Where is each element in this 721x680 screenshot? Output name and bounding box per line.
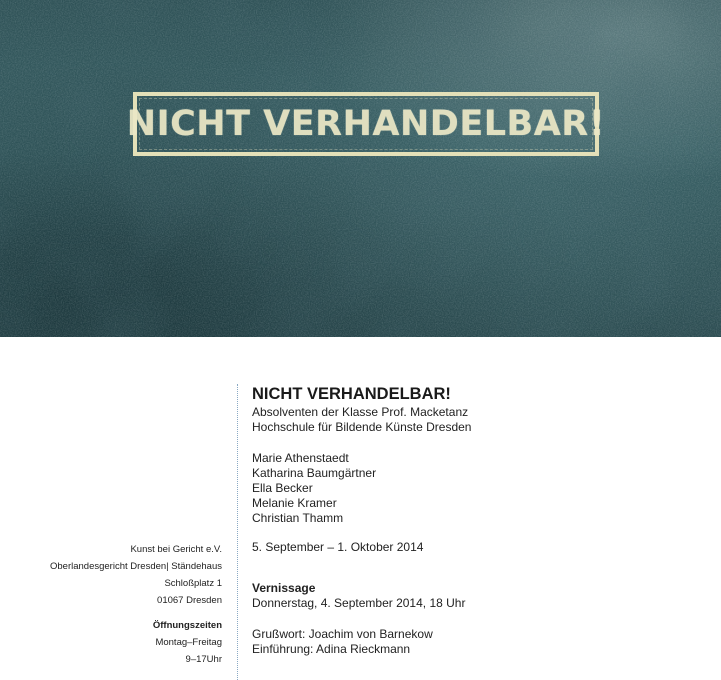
artist-name: Melanie Kramer bbox=[252, 496, 337, 510]
exhibition-title: NICHT VERHANDELBAR! bbox=[252, 385, 451, 403]
stamp-frame bbox=[126, 92, 606, 156]
vernissage-label: Vernissage bbox=[252, 581, 316, 595]
artist-name: Marie Athenstaedt bbox=[252, 451, 349, 465]
vernissage-date: Donnerstag, 4. September 2014, 18 Uhr bbox=[252, 596, 466, 610]
artist-list bbox=[252, 451, 471, 526]
exhibition-dates: 5. September – 1. Oktober 2014 bbox=[252, 540, 424, 554]
subtitle-class: Absolventen der Klasse Prof. Macketanz bbox=[252, 405, 469, 419]
banner-texture bbox=[0, 0, 721, 337]
exhibition-info bbox=[252, 384, 471, 657]
stamp-text: NICHT VERHANDELBAR! bbox=[126, 104, 606, 144]
opening-hours: 9–17Uhr bbox=[185, 654, 222, 665]
greeting-speaker: Grußwort: Joachim von Barnekow bbox=[252, 627, 433, 641]
opening-days: Montag–Freitag bbox=[155, 637, 222, 648]
dotted-divider bbox=[237, 384, 238, 680]
venue-city: 01067 Dresden bbox=[157, 595, 222, 606]
hours-label: Öffnungszeiten bbox=[152, 620, 222, 631]
artist-name: Katharina Baumgärtner bbox=[252, 466, 377, 480]
introduction-speaker: Einführung: Adina Rieckmann bbox=[252, 642, 411, 656]
venue-street: Schloßplatz 1 bbox=[164, 578, 222, 589]
subtitle-school: Hochschule für Bildende Künste Dresden bbox=[252, 420, 472, 434]
artist-name: Ella Becker bbox=[252, 481, 313, 495]
venue-org: Kunst bei Gericht e.V. bbox=[130, 544, 222, 555]
venue-info bbox=[50, 541, 222, 668]
banner-image bbox=[0, 0, 721, 337]
venue-building: Oberlandesgericht Dresden| Ständehaus bbox=[50, 561, 222, 572]
artist-name: Christian Thamm bbox=[252, 511, 344, 525]
